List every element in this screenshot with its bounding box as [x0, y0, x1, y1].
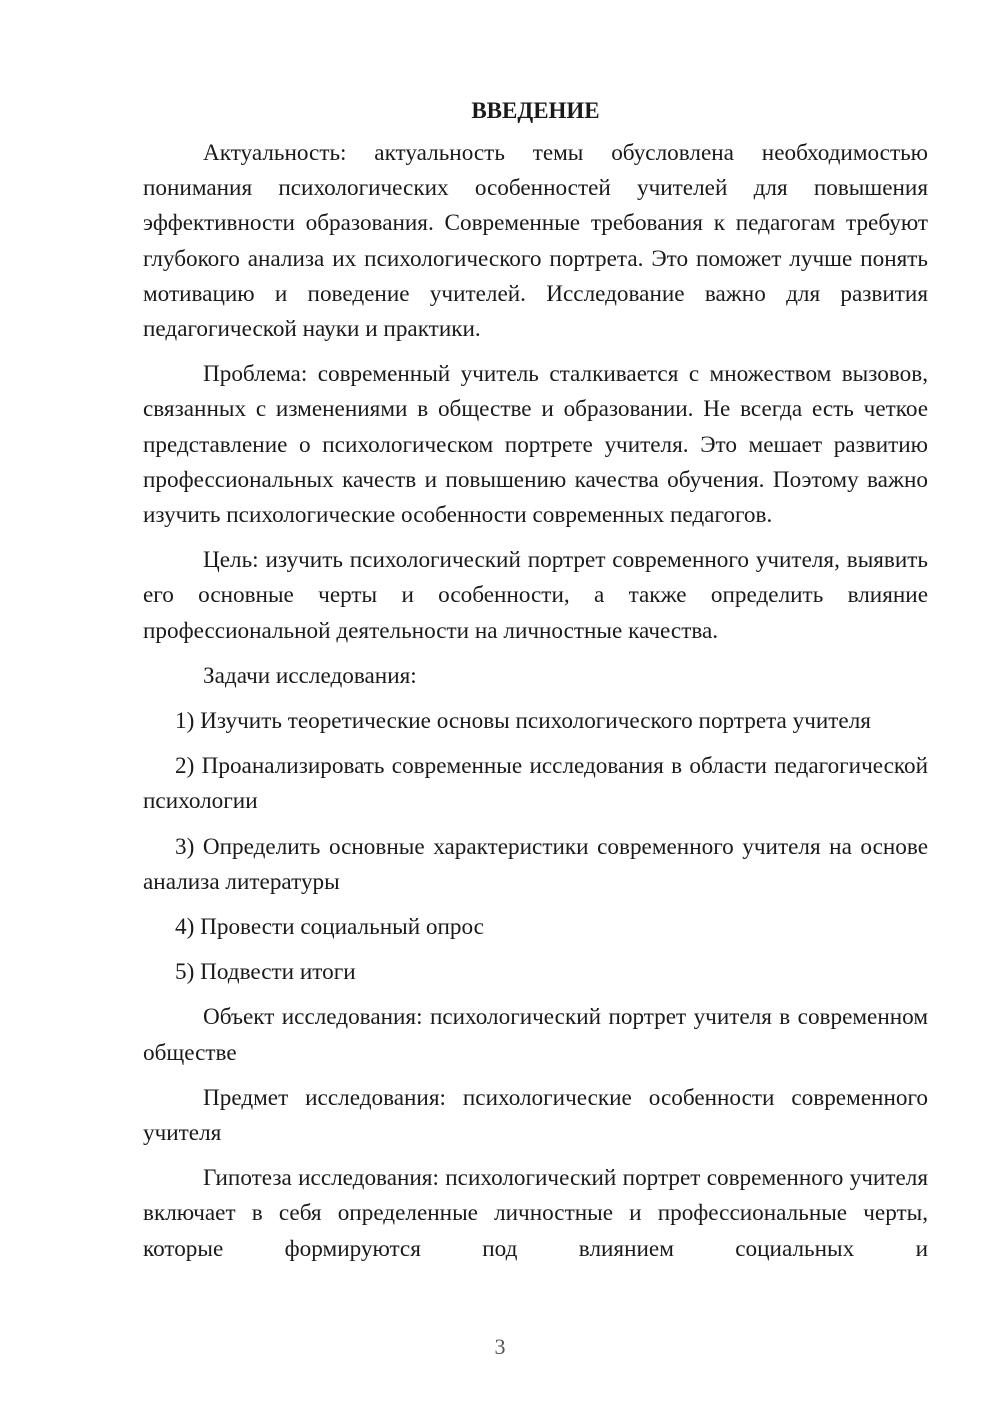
- page-number: 3: [494, 1334, 506, 1359]
- task-item-1: 1) Изучить теоретические основы психологического портрета учителя: [175, 708, 871, 735]
- paragraph-object: Объект исследования: психологический портрет учителя в современном обществе: [143, 1004, 928, 1066]
- section-title: ВВЕДЕНИЕ: [471, 98, 600, 123]
- task-item-3: 3) Определить основные характеристики современного учителя на основе анализа литературы: [143, 833, 928, 895]
- paragraph-goal: Цель: изучить психологический портрет современного учителя, выявить его основные черты и особенности, а также определить влияние профессиональной деятельности на личностные качества.: [143, 547, 928, 644]
- paragraph-hypothesis: Гипотеза исследования: психологический портрет современного учителя включает в себя определенные личностные и профессиональные черты, которые формируются под влиянием социальных и: [143, 1165, 928, 1262]
- task-item-2: 2) Проанализировать современные исследования в области педагогической психологии: [143, 753, 928, 815]
- paragraph-subject: Предмет исследования: психологические особенности современного учителя: [143, 1084, 928, 1147]
- task-item-5: 5) Подвести итоги: [175, 959, 356, 986]
- paragraph-tasks-heading: Задачи исследования:: [203, 662, 417, 689]
- task-item-4: 4) Провести социальный опрос: [175, 914, 484, 941]
- paragraph-relevance: Актуальность: актуальность темы обусловлена необходимостью понимания психологических особенностей учителей для повышения эффективности образования. Современные требования к педагогам требуют глубокого анализа их психологического портрета. Это поможет лучше понять мотивацию и поведение учителей. Исследование важно для развития педагогической науки и практики.: [143, 140, 928, 343]
- paragraph-problem: Проблема: современный учитель сталкивается с множеством вызовов, связанных с изменениями в обществе и образовании. Не всегда есть четкое представление о психологическом портрете учителя. Это мешает развитию профессиональных качеств и повышению качества обучения. Поэтому важно изучить психологические особенности современных педагогов.: [143, 361, 928, 529]
- document-body: [143, 96, 928, 1277]
